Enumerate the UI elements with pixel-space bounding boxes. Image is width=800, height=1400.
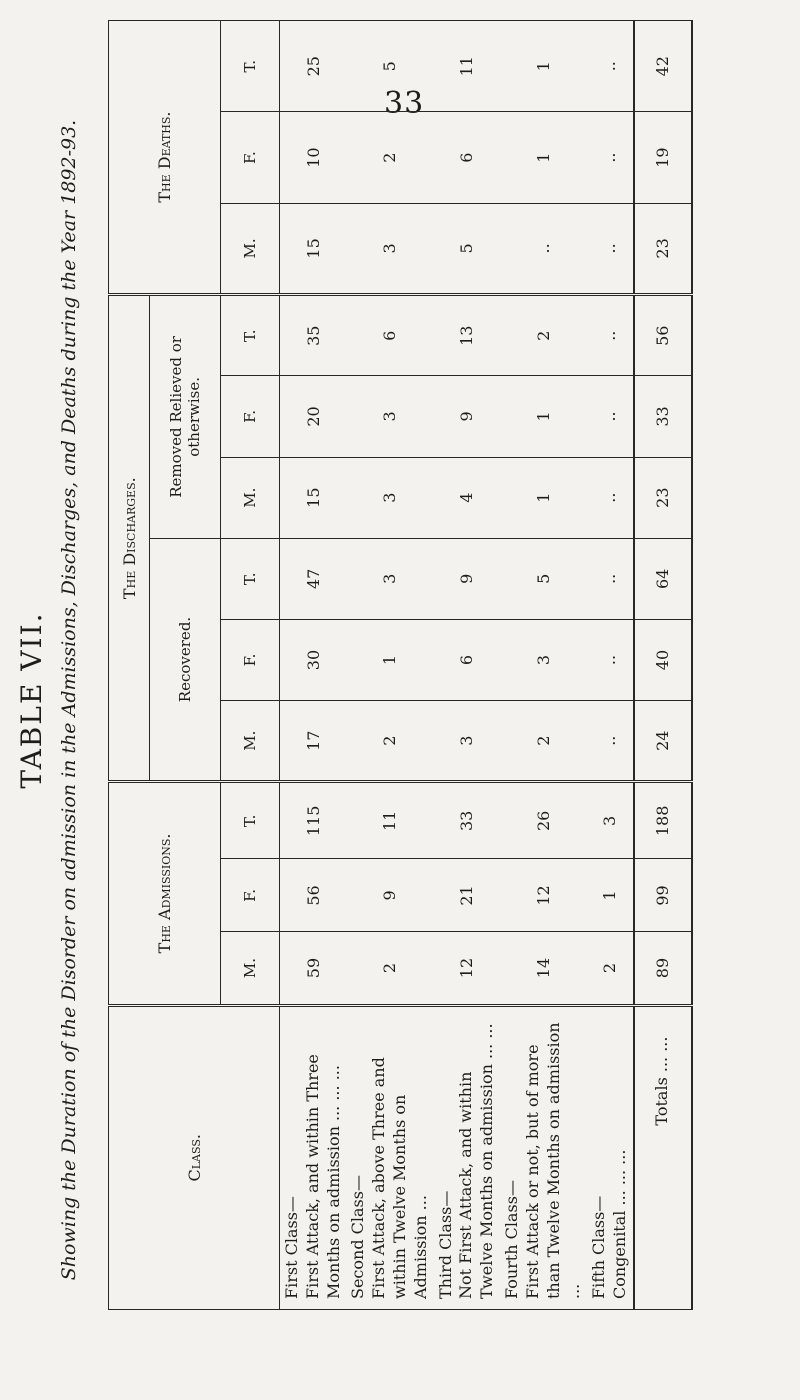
rem-m: 1 (500, 457, 587, 538)
rem-f: 9 (434, 376, 500, 457)
rec-m: 3 (434, 701, 500, 782)
table-row (500, 21, 587, 1310)
dea-f: 2 (346, 112, 433, 203)
rem-m: .. (587, 457, 634, 538)
rec-m: 17 (280, 701, 347, 782)
dea-t-header: T. (221, 21, 280, 112)
class-name: Fifth Class— (589, 1195, 609, 1299)
rec-f: .. (587, 619, 634, 700)
rec-f: 1 (346, 619, 433, 700)
rec-f: 3 (500, 619, 587, 700)
dea-f-header: F. (221, 112, 280, 203)
table-row (280, 21, 347, 1310)
dea-t: 5 (346, 21, 433, 112)
rec-t-header: T. (221, 538, 280, 619)
dea-t: 11 (434, 21, 500, 112)
table-row (434, 21, 500, 1310)
dea-t: 25 (280, 21, 347, 112)
class-name: Fourth Class— (501, 1180, 521, 1299)
rec-m: 2 (346, 701, 433, 782)
class-description: Not First Attack, and within Twelve Months on admission ... ... (456, 1023, 497, 1299)
class-description: First Attack, above Three and within Twelve Months on Admission ... (369, 1057, 430, 1299)
adm-m: 2 (587, 932, 634, 1005)
table-title: TABLE VII. (15, 611, 48, 789)
table-subtitle: Showing the Duration of the Disorder on admission in the Admissions, Discharges, and Deaths during the Year 1892-93. (58, 119, 80, 1281)
adm-t: 33 (434, 782, 500, 859)
dea-t: 1 (500, 21, 587, 112)
adm-m: 59 (280, 932, 347, 1005)
rec-t: .. (587, 538, 634, 619)
class-header: Class. (109, 1005, 280, 1309)
totals-label: Totals ... ... (634, 1005, 692, 1309)
class-name: First Class— (282, 1196, 301, 1299)
adm-m: 14 (500, 932, 587, 1005)
rec-t: 47 (280, 538, 347, 619)
dea-m: 15 (280, 203, 347, 294)
rem-f: 1 (500, 376, 587, 457)
dea-m-header: M. (221, 203, 280, 294)
rec-t: 5 (500, 538, 587, 619)
total-adm-f: 99 (634, 859, 692, 932)
rec-t: 3 (346, 538, 433, 619)
dea-f: 10 (280, 112, 347, 203)
rem-m: 3 (346, 457, 433, 538)
class-description: First Attack, and within Three Months on admission ... ... ... (302, 1054, 343, 1299)
class-cell (280, 1005, 347, 1309)
adm-t: 26 (500, 782, 587, 859)
recovered-header: Recovered. (150, 538, 221, 782)
rec-f: 30 (280, 619, 347, 700)
total-rem-t: 56 (634, 295, 692, 376)
discharges-header: The Discharges. (109, 295, 150, 782)
rem-f: 20 (280, 376, 347, 457)
total-dea-m: 23 (634, 203, 692, 294)
table-row (346, 21, 433, 1310)
rec-m: .. (587, 701, 634, 782)
rec-t: 9 (434, 538, 500, 619)
rem-t: 6 (346, 295, 433, 376)
rem-f: 3 (346, 376, 433, 457)
dea-m: .. (587, 203, 634, 294)
statistics-table (108, 20, 685, 1310)
removed-header: Removed Relieved or otherwise. (150, 295, 221, 539)
rem-f: .. (587, 376, 634, 457)
total-adm-m: 89 (634, 932, 692, 1005)
admissions-header: The Admissions. (109, 782, 221, 1005)
rem-t: 35 (280, 295, 347, 376)
dea-m: 5 (434, 203, 500, 294)
dea-f: 6 (434, 112, 500, 203)
dea-t: .. (587, 21, 634, 112)
adm-f: 9 (346, 859, 433, 932)
total-rec-f: 40 (634, 619, 692, 700)
rec-m-header: M. (221, 701, 280, 782)
dea-f: .. (587, 112, 634, 203)
adm-f: 21 (434, 859, 500, 932)
rem-m-header: M. (221, 457, 280, 538)
adm-t: 115 (280, 782, 347, 859)
class-cell (500, 1005, 587, 1309)
total-dea-f: 19 (634, 112, 692, 203)
dea-m: .. (500, 203, 587, 294)
dea-m: 3 (346, 203, 433, 294)
rem-t: 13 (434, 295, 500, 376)
class-cell (587, 1005, 634, 1309)
adm-f: 56 (280, 859, 347, 932)
class-description: Congenital ... ... ... (609, 1149, 629, 1299)
rec-m: 2 (500, 701, 587, 782)
adm-f: 12 (500, 859, 587, 932)
rem-t-header: T. (221, 295, 280, 376)
adm-t: 3 (587, 782, 634, 859)
dea-f: 1 (500, 112, 587, 203)
class-name: Second Class— (348, 1175, 368, 1299)
rem-m: 15 (280, 457, 347, 538)
table-row (587, 21, 634, 1310)
deaths-header: The Deaths. (109, 21, 221, 295)
adm-t: 11 (346, 782, 433, 859)
rec-f-header: F. (221, 619, 280, 700)
class-cell (434, 1005, 500, 1309)
totals-row (634, 21, 692, 1310)
total-rem-f: 33 (634, 376, 692, 457)
page-number: 33 (384, 86, 425, 121)
rem-f-header: F. (221, 376, 280, 457)
class-name: Third Class— (435, 1190, 455, 1299)
total-adm-t: 188 (634, 782, 692, 859)
class-cell (346, 1005, 433, 1309)
adm-f: 1 (587, 859, 634, 932)
total-dea-t: 42 (634, 21, 692, 112)
rem-t: 2 (500, 295, 587, 376)
adm-m: 12 (434, 932, 500, 1005)
rem-m: 4 (434, 457, 500, 538)
rem-t: .. (587, 295, 634, 376)
adm-m-header: M. (221, 932, 280, 1005)
adm-t-header: T. (221, 782, 280, 859)
total-rec-m: 24 (634, 701, 692, 782)
rec-f: 6 (434, 619, 500, 700)
total-rec-t: 64 (634, 538, 692, 619)
total-rem-m: 23 (634, 457, 692, 538)
adm-f-header: F. (221, 859, 280, 932)
adm-m: 2 (346, 932, 433, 1005)
class-description: First Attack or not, but of more than Twelve Months on admission ... (522, 1022, 584, 1299)
